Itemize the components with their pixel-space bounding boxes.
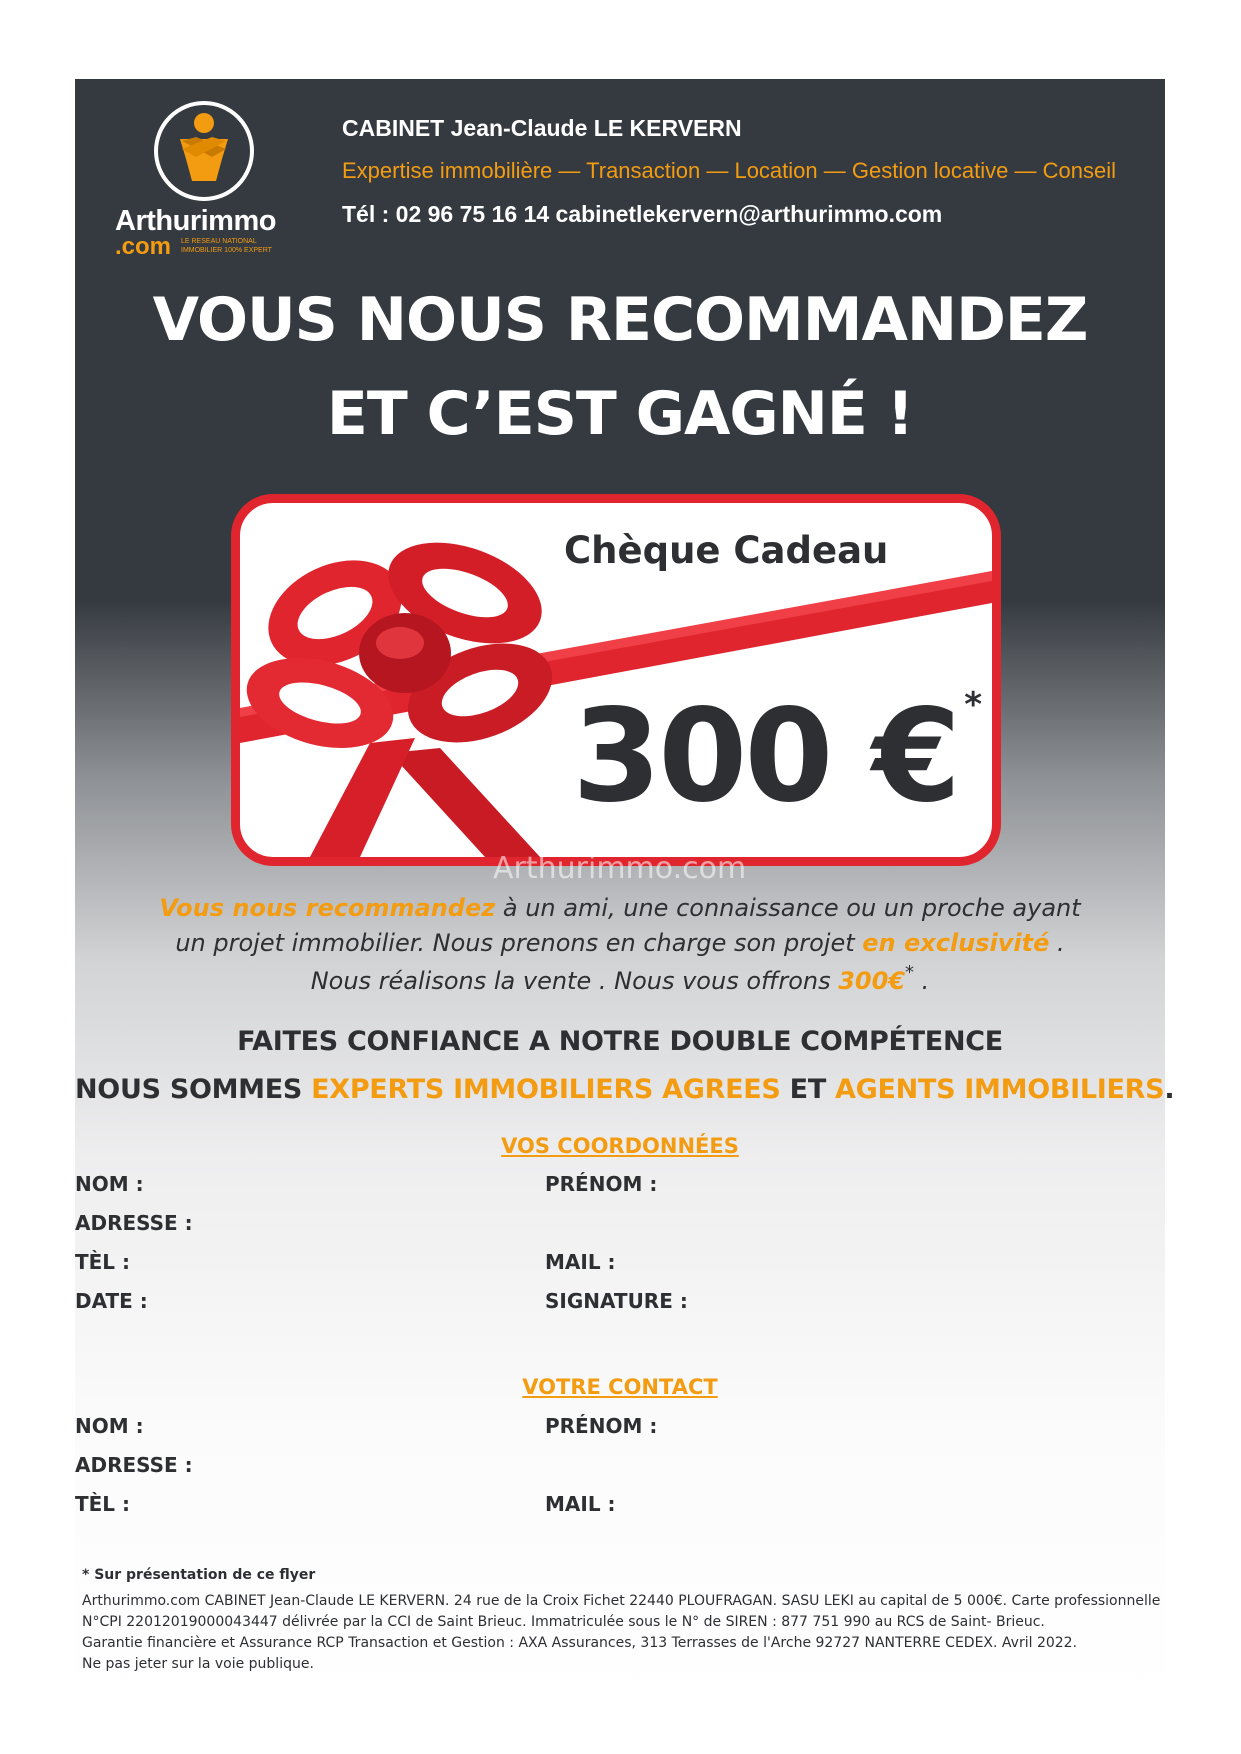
flyer bbox=[75, 79, 1175, 1699]
section-title-contact: VOTRE CONTACT bbox=[522, 1375, 718, 1399]
contact-line: Tél : 02 96 75 16 14 cabinetlekervern@arthurimmo.com bbox=[342, 201, 943, 227]
pitch-highlight-amount: 300€ bbox=[838, 967, 906, 995]
watermark: Arthurimmo.com bbox=[493, 851, 747, 886]
legal-line-2: N°CPI 22012019000043447 délivrée par la CCI de Saint Brieuc. Immatriculée sous le N° de SIREN : 877 751 990 au RCS de Saint- Brieuc. bbox=[82, 1614, 1045, 1630]
cabinet-name: CABINET Jean-Claude LE KERVERN bbox=[342, 115, 742, 141]
pitch-text: à un ami, une connaissance ou un proche ayant bbox=[495, 894, 1081, 922]
field-label-mail: MAIL : bbox=[545, 1250, 616, 1274]
legal-line-1: Arthurimmo.com CABINET Jean-Claude LE KERVERN. 24 rue de la Croix Fichet 22440 PLOUFRAGAN. SASU LEKI au capital de 5 000€. Carte professionnelle bbox=[82, 1593, 1161, 1609]
pitch-text: un projet immobilier. Nous prenons en charge son projet bbox=[175, 929, 863, 957]
services-line: Expertise immobilière — Transaction — Location — Gestion locative — Conseil bbox=[342, 158, 1116, 183]
field-label-tel: TÈL : bbox=[75, 1492, 131, 1516]
field-label-adresse: ADRESSE : bbox=[75, 1453, 193, 1477]
brand-logo bbox=[115, 101, 305, 261]
field-label-tel: TÈL : bbox=[75, 1250, 131, 1274]
confidence-highlight-experts: EXPERTS IMMOBILIERS AGREES bbox=[311, 1074, 781, 1105]
confidence-line-1: FAITES CONFIANCE A NOTRE DOUBLE COMPÉTENCE bbox=[237, 1026, 1003, 1057]
card-title: Chèque Cadeau bbox=[564, 529, 889, 572]
arthurimmo-figure-icon bbox=[154, 101, 254, 201]
legal-line-4: Ne pas jeter sur la voie publique. bbox=[82, 1656, 314, 1672]
gift-card bbox=[231, 494, 1001, 866]
confidence-text: NOUS SOMMES bbox=[75, 1074, 312, 1105]
pitch-line-3 bbox=[75, 964, 1165, 995]
field-label-date: DATE : bbox=[75, 1289, 148, 1313]
brand-tagline: LE RESEAU NATIONAL IMMOBILIER 100% EXPERT bbox=[181, 238, 272, 254]
brand-name: Arthurimmo bbox=[115, 205, 276, 237]
headline-line-2: ET C’EST GAGNÉ ! bbox=[326, 379, 914, 449]
confidence-highlight-agents: AGENTS IMMOBILIERS bbox=[835, 1074, 1165, 1105]
card-asterisk: * bbox=[964, 685, 982, 725]
confidence-text: ET bbox=[780, 1074, 836, 1105]
confidence-line-2 bbox=[75, 1074, 1175, 1105]
field-label-nom: NOM : bbox=[75, 1172, 144, 1196]
pitch-asterisk: * bbox=[905, 962, 915, 983]
field-label-mail: MAIL : bbox=[545, 1492, 616, 1516]
section-title-coordinates: VOS COORDONNÉES bbox=[501, 1134, 739, 1158]
card-amount: 300 € bbox=[572, 682, 958, 831]
pitch-text: Nous réalisons la vente . Nous vous offrons bbox=[310, 967, 839, 995]
legal-line-3: Garantie financière et Assurance RCP Transaction et Gestion : AXA Assurances, 313 Terrasses de l'Arche 92727 NANTERRE CEDEX. Avril 2022. bbox=[82, 1635, 1078, 1651]
field-label-prenom: PRÉNOM : bbox=[545, 1414, 658, 1438]
pitch-highlight-recommend: Vous nous recommandez bbox=[159, 894, 496, 922]
field-label-nom: NOM : bbox=[75, 1414, 144, 1438]
field-label-adresse: ADRESSE : bbox=[75, 1211, 193, 1235]
headline-line-1: VOUS NOUS RECOMMANDEZ bbox=[152, 285, 1088, 355]
pitch-line-1 bbox=[75, 894, 1165, 922]
pitch-line-2 bbox=[75, 929, 1165, 957]
confidence-text: . bbox=[1164, 1074, 1175, 1105]
pitch-highlight-exclusive: en exclusivité bbox=[862, 929, 1050, 957]
field-label-prenom: PRÉNOM : bbox=[545, 1172, 658, 1196]
field-label-signature: SIGNATURE : bbox=[545, 1289, 688, 1313]
pitch-text: . bbox=[914, 967, 930, 995]
brand-suffix: .com bbox=[115, 233, 172, 260]
footnote: * Sur présentation de ce flyer bbox=[82, 1567, 316, 1583]
pitch-text: . bbox=[1049, 929, 1065, 957]
